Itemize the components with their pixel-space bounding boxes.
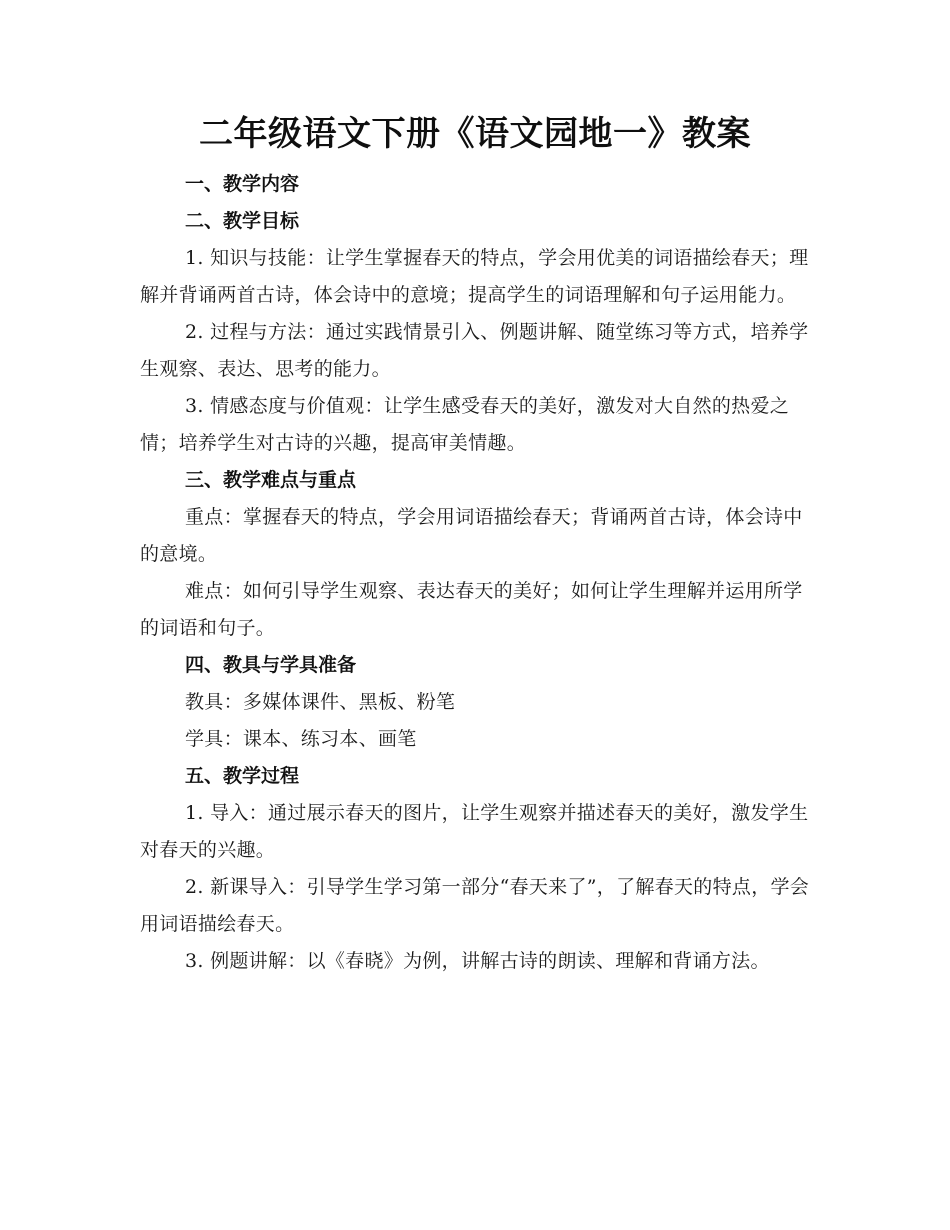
section-heading-content: 一、教学内容 (185, 173, 300, 195)
document-title: 二年级语文下册《语文园地一》教案 (199, 114, 751, 154)
student-materials-paragraph: 学具：课本、练习本、画笔 (185, 728, 417, 750)
objective-attitude-paragraph: 3. 情感态度与价值观：让学生感受春天的美好，激发对大自然的热爱之情；培养学生对古诗的兴趣，提高审美情趣。 (140, 395, 790, 454)
document-body (140, 166, 812, 980)
difficult-point-paragraph: 难点：如何引导学生观察、表达春天的美好；如何让学生理解并运用所学的词语和句子。 (140, 580, 803, 639)
process-step-example-paragraph: 3. 例题讲解：以《春晓》为例，讲解古诗的朗读、理解和背诵方法。 (185, 950, 770, 972)
objective-knowledge-paragraph: 1. 知识与技能：让学生掌握春天的特点，学会用优美的词语描绘春天；理解并背诵两首古诗，体会诗中的意境；提高学生的词语理解和句子运用能力。 (140, 247, 809, 306)
objective-process-paragraph: 2. 过程与方法：通过实践情景引入、例题讲解、随堂练习等方式，培养学生观察、表达、思考的能力。 (140, 321, 809, 380)
process-step-new-lesson-paragraph: 2. 新课导入：引导学生学习第一部分“春天来了”，了解春天的特点，学会用词语描绘春天。 (140, 876, 810, 935)
section-heading-materials: 四、教具与学具准备 (185, 654, 357, 676)
section-heading-process: 五、教学过程 (185, 765, 300, 787)
teacher-materials-paragraph: 教具：多媒体课件、黑板、粉笔 (185, 691, 456, 713)
process-step-intro-paragraph: 1. 导入：通过展示春天的图片，让学生观察并描述春天的美好，激发学生对春天的兴趣。 (140, 802, 809, 861)
section-heading-objectives: 二、教学目标 (185, 210, 300, 232)
key-point-paragraph: 重点：掌握春天的特点，学会用词语描绘春天；背诵两首古诗，体会诗中的意境。 (140, 506, 803, 565)
section-heading-key-points: 三、教学难点与重点 (185, 469, 357, 491)
